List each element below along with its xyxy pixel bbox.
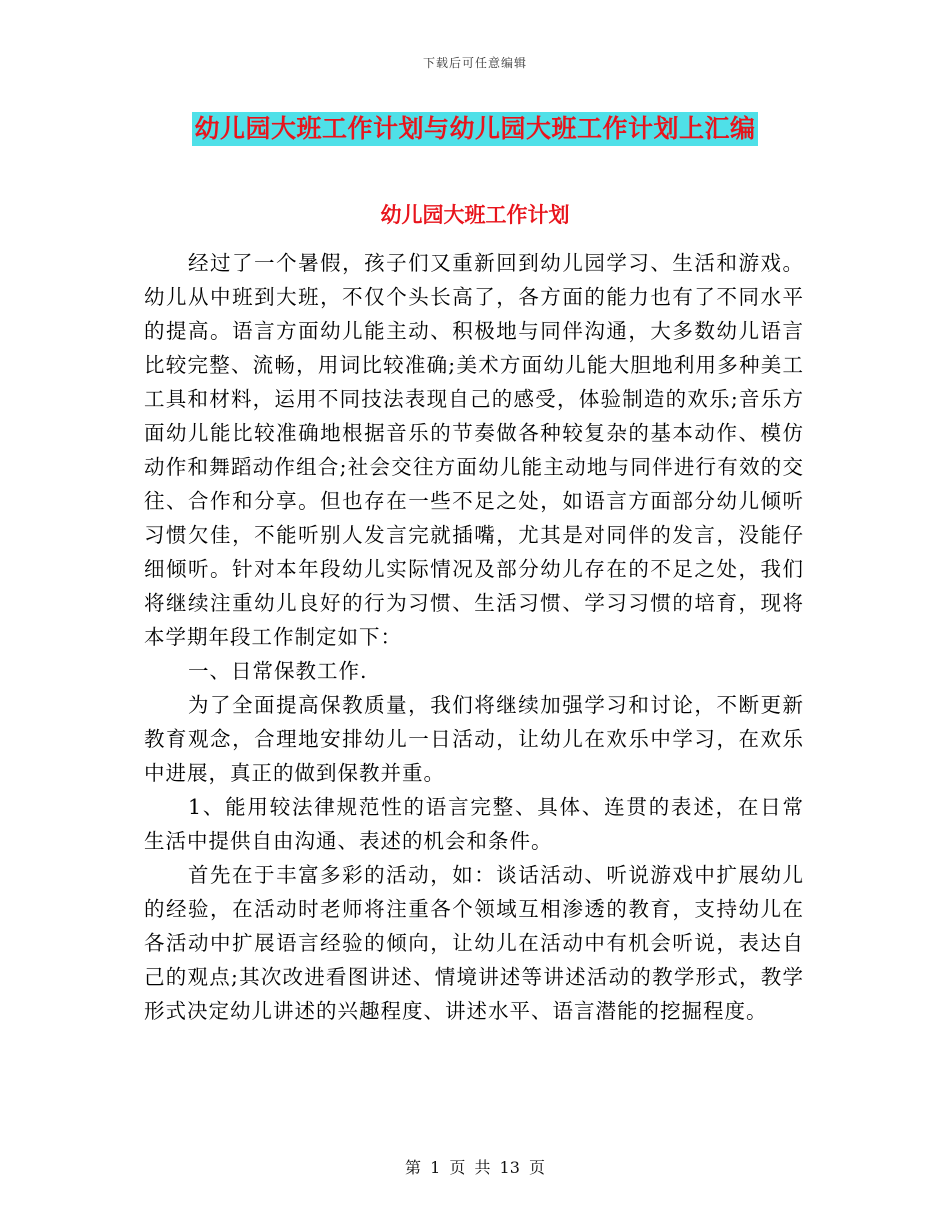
header-note: 下载后可任意编辑: [422, 56, 527, 70]
paragraph-intro: 经过了一个暑假，孩子们又重新回到幼儿园学习、生活和游戏。幼儿从中班到大班，不仅个头长高了，各方面的能力也有了不同水平的提高。语言方面幼儿能主动、积极地与同伴沟通，大多数幼儿语言比较完整、流畅，用词比较准确;美术方面幼儿能大胆地利用多种美工工具和材料，运用不同技法表现自己的感受，体验制造的欢乐;音乐方面幼儿能比较准确地根据音乐的节奏做各种较复杂的基本动作、模仿动作和舞蹈动作组合;社会交往方面幼儿能主动地与同伴进行有效的交往、合作和分享。但也存在一些不足之处，如语言方面部分幼儿倾听习惯欠佳，不能听别人发言完就插嘴，尤其是对同伴的发言，没能仔细倾听。针对本年段幼儿实际情况及部分幼儿存在的不足之处，我们将继续注重幼儿良好的行为习惯、生活习惯、学习习惯的培育，现将本学期年段工作制定如下：: [144, 251, 804, 649]
paragraph-quality: 为了全面提高保教质量，我们将继续加强学习和讨论，不断更新教育观念，合理地安排幼儿一日活动，让幼儿在欢乐中学习，在欢乐中进展，真正的做到保教并重。: [144, 693, 804, 785]
paragraph-activities: 首先在于丰富多彩的活动，如：谈话活动、听说游戏中扩展幼儿的经验，在活动时老师将注重各个领域互相渗透的教育，支持幼儿在各活动中扩展语言经验的倾向，让幼儿在活动中有机会听说，表达自己的观点;其次改进看图讲述、情境讲述等讲述活动的教学形式，教学形式决定幼儿讲述的兴趣程度、讲述水平、语言潜能的挖掘程度。: [144, 863, 804, 1023]
page-number: 第 1 页 共 13 页: [405, 1158, 545, 1177]
paragraph-heading-daily-care: 一、日常保教工作.: [188, 659, 368, 683]
section-title: 幼儿园大班工作计划: [380, 203, 570, 227]
paragraph-item-1: 1、能用较法律规范性的语言完整、具体、连贯的表述，在日常生活中提供自由沟通、表述的机会和条件。: [144, 795, 804, 853]
document-body: [144, 246, 804, 1028]
document-title: 幼儿园大班工作计划与幼儿园大班工作计划上汇编: [192, 112, 757, 146]
document-title-container: [0, 112, 950, 146]
